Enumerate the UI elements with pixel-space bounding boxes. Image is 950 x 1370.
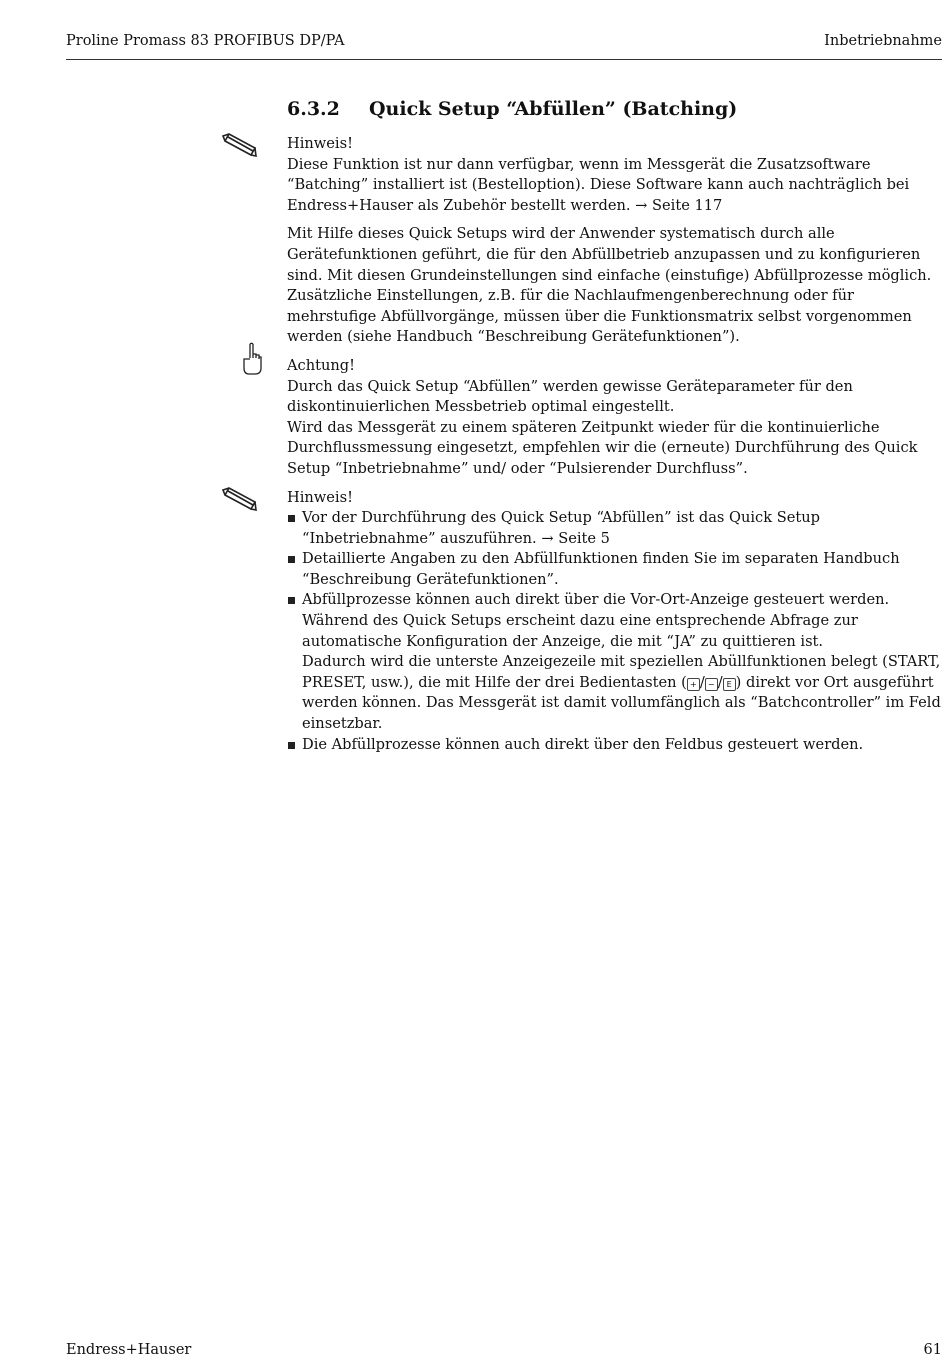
header-chapter-title: Inbetriebnahme <box>824 33 942 49</box>
list-item <box>287 590 945 734</box>
pencil-note-icon <box>219 486 259 512</box>
note-block-1 <box>287 134 945 216</box>
list-item-continuation-b: ) direkt vor Ort ausgeführt werden können. Das Messgerät ist damit vollumfänglich als “Batchcontroller” im Feld einsetzbar. <box>302 673 941 733</box>
header-document-title: Proline Promass 83 PROFIBUS DP/PA <box>66 33 345 49</box>
body-paragraph-1: Mit Hilfe dieses Quick Setups wird der Anwender systematisch durch alle Gerätefunktionen geführt, die für den Abfüllbetrieb anzupassen und zu konfigurieren sind. Mit diesen Grundeinstellungen sind einfache (einstufige) Abfüllprozesse möglich. <box>287 225 932 284</box>
section-heading <box>287 96 945 122</box>
list-item: Detaillierte Angaben zu den Abfüllfunktionen finden Sie im separaten Handbuch “Beschreibung Gerätefunktionen”. <box>287 549 945 590</box>
plus-key-icon: + <box>687 678 700 691</box>
note-block-2 <box>287 488 945 756</box>
key-separator: / <box>699 673 705 691</box>
pointing-hand-caution-icon <box>241 342 263 378</box>
list-item: Die Abfüllprozesse können auch direkt über den Feldbus gesteuert werden. <box>287 735 945 756</box>
body-text-block <box>287 224 945 348</box>
list-item-continuation-a: Dadurch wird die unterste Anzeigezeile mit speziellen Abüllfunktionen belegt (START, PRESET, usw.), die mit Hilfe der drei Bedientasten ( <box>302 653 941 691</box>
enter-key-icon: E <box>723 678 736 691</box>
key-separator: / <box>717 673 723 691</box>
caution-paragraph-2: Wird das Messgerät zu einem späteren Zeitpunkt wieder für die kontinuierliche Durchflussmessung eingesetzt, empfehlen wir die (erneute) Durchführung des Quick Setup “Inbetriebnahme” und/ oder “Pulsierender Durchfluss”. <box>287 418 918 477</box>
page-number: 61 <box>923 1342 942 1358</box>
page-header <box>66 33 942 60</box>
section-number: 6.3.2 <box>287 98 340 120</box>
note2-heading: Hinweis! <box>287 488 353 506</box>
caution-heading: Achtung! <box>287 356 355 374</box>
minus-key-icon: − <box>705 678 718 691</box>
body-paragraph-2: Zusätzliche Einstellungen, z.B. für die Nachlaufmengenberechnung oder für mehrstufige Abfüllvorgänge, müssen über die Funktionsmatrix selbst vorgenommen werden (siehe Handbuch “Beschreibung Gerätefunktionen”). <box>287 287 912 346</box>
caution-block <box>287 356 945 480</box>
note2-bullet-list <box>287 508 945 755</box>
section-title: Quick Setup “Abfüllen” (Batching) <box>369 98 738 120</box>
list-item: Vor der Durchführung des Quick Setup “Abfüllen” ist das Quick Setup “Inbetriebnahme” auszuführen. → Seite 5 <box>287 508 945 549</box>
main-content <box>287 96 945 763</box>
caution-paragraph-1: Durch das Quick Setup “Abfüllen” werden gewisse Geräteparameter für den diskontinuierlichen Messbetrieb optimal eingestellt. <box>287 377 853 416</box>
note1-heading: Hinweis! <box>287 135 353 152</box>
note1-text: Diese Funktion ist nur dann verfügbar, wenn im Messgerät die Zusatzsoftware “Batching” installiert ist (Bestelloption). Diese Software kann auch nachträglich bei Endress+Hauser als Zubehör bestellt werden. → Seite 117 <box>287 155 910 214</box>
list-item-text: Abfüllprozesse können auch direkt über die Vor-Ort-Anzeige gesteuert werden. Während des Quick Setups erscheint dazu eine entsprechende Abfrage zur automatische Konfiguration der Anzeige, die mit “JA” zu quittieren ist. <box>302 591 890 650</box>
footer-company: Endress+Hauser <box>66 1342 192 1358</box>
pencil-note-icon <box>219 132 259 158</box>
